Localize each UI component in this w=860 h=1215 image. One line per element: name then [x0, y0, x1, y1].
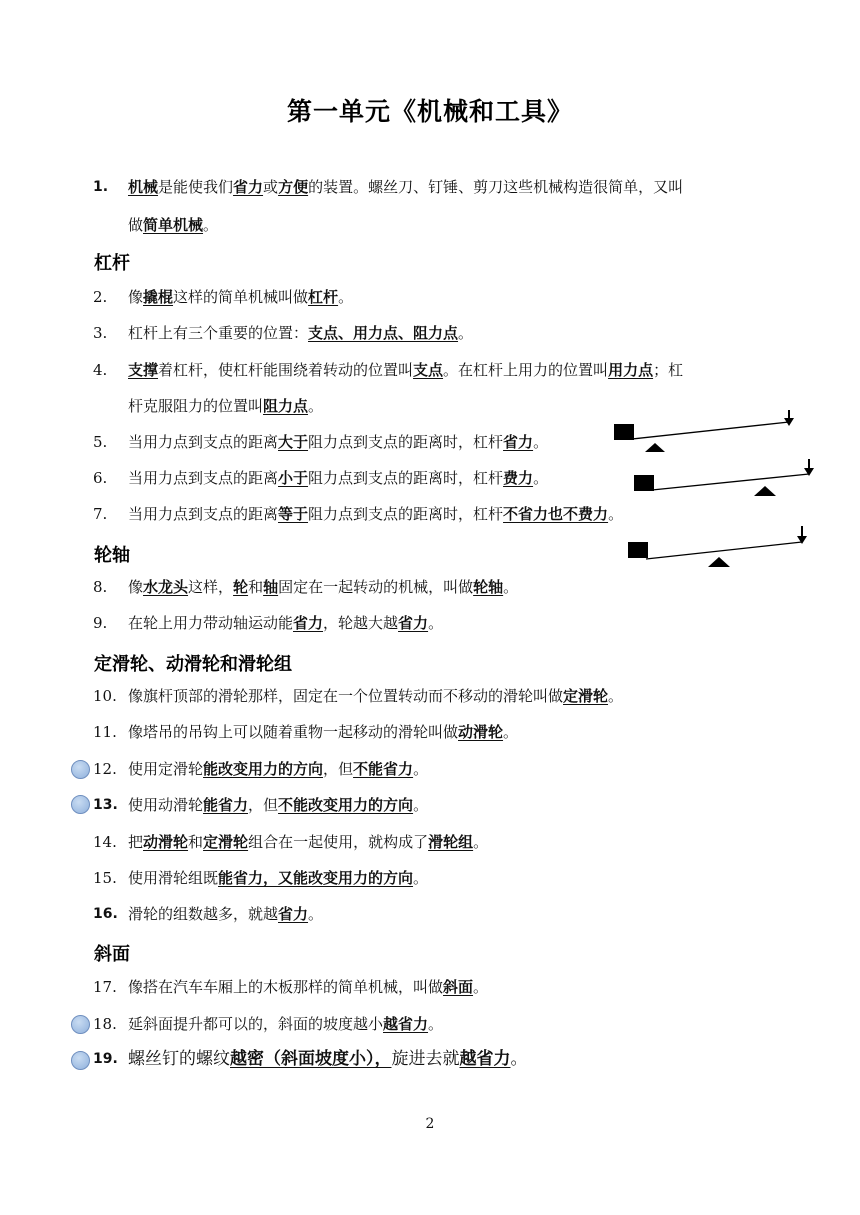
text-segment: 像搭在汽车车厢上的木板那样的简单机械，叫做: [128, 978, 444, 996]
item-text: [128, 1014, 443, 1034]
text-segment: 当用力点到支点的距离: [128, 469, 279, 487]
text-segment: 。: [458, 324, 474, 342]
item-text: [128, 1049, 528, 1069]
key-term: 轴: [263, 578, 279, 596]
item-text: [128, 977, 488, 997]
text-segment: 使用定滑轮: [128, 760, 204, 778]
item-text: [128, 360, 683, 380]
bullet-marker-icon: [71, 760, 90, 779]
text-segment: 。: [503, 578, 519, 596]
text-segment: 。: [533, 433, 549, 451]
lever-diagram-force-saving: [612, 405, 802, 455]
key-term: 斜面: [443, 978, 474, 996]
key-term: 定滑轮: [203, 833, 249, 851]
item-number: 1.: [93, 179, 109, 195]
key-term: 能省力，又能改变用力的方向: [218, 869, 414, 887]
text-segment: 使用动滑轮: [128, 796, 204, 814]
item-number: 14.: [93, 833, 117, 851]
key-term: 阻力点: [263, 397, 309, 415]
text-segment: 是能使我们: [158, 178, 234, 196]
key-term: 省力: [293, 614, 324, 632]
item-number: 17.: [93, 978, 117, 996]
text-segment: 。: [413, 796, 429, 814]
key-term: 动滑轮: [458, 723, 504, 741]
text-segment: 像: [128, 578, 144, 596]
item-number: 11.: [93, 723, 117, 741]
text-segment: 像: [128, 288, 144, 306]
key-term: 支撑: [128, 361, 159, 379]
text-segment: 在轮上用力带动轴运动能: [128, 614, 294, 632]
item-text: [128, 504, 623, 524]
key-term: 滑轮组: [428, 833, 474, 851]
key-term: 不能改变用力的方向: [278, 796, 414, 814]
key-term: 方便: [278, 178, 309, 196]
text-segment: 或: [263, 178, 279, 196]
item-4-continuation: [128, 396, 323, 416]
text-segment: 。在杠杆上用力的位置叫: [443, 361, 609, 379]
key-term: 水龙头: [143, 578, 189, 596]
key-term: 轮: [233, 578, 249, 596]
text-segment: 这样，: [188, 578, 234, 596]
item-number: 9.: [93, 614, 108, 632]
text-segment: 。: [510, 1049, 528, 1069]
text-segment: 。: [428, 1015, 444, 1033]
text-segment: ；杠: [653, 361, 684, 379]
text-segment: 。: [503, 723, 519, 741]
key-term: 不省力也不费力: [503, 505, 609, 523]
text-segment: 。: [308, 397, 324, 415]
item-number: 4.: [93, 361, 108, 379]
text-segment: 和: [188, 833, 204, 851]
text-segment: 做: [128, 216, 144, 234]
text-segment: 杠杆上有三个重要的位置：: [128, 324, 309, 342]
key-term: 定滑轮: [563, 687, 609, 705]
section-heading-incline: 斜面: [94, 944, 130, 965]
lever-diagram-effort-costing: [632, 455, 822, 505]
section-heading-wheel-axle: 轮轴: [94, 545, 130, 566]
bullet-marker-icon: [71, 795, 90, 814]
text-segment: 当用力点到支点的距离: [128, 505, 279, 523]
key-term: 能省力: [203, 796, 249, 814]
text-segment: ，但: [323, 760, 354, 778]
key-term: 省力: [278, 905, 309, 923]
item-text: [128, 432, 548, 452]
key-term: 省力: [503, 433, 534, 451]
key-term: 等于: [278, 505, 309, 523]
text-segment: 阻力点到支点的距离时，杠杆: [308, 433, 504, 451]
item-text: [128, 868, 428, 888]
text-segment: 。: [413, 760, 429, 778]
text-segment: 。: [473, 978, 489, 996]
item-number: 18.: [93, 1015, 117, 1033]
key-term: 用力点: [608, 361, 654, 379]
key-term: 省力: [233, 178, 264, 196]
text-segment: ，轮越大越: [323, 614, 399, 632]
text-segment: 的装置。螺丝刀、钉锤、剪刀这些机械构造很简单，又叫: [308, 178, 684, 196]
page-number: 2: [425, 1116, 435, 1132]
text-segment: 着杠杆，使杠杆能围绕着转动的位置叫: [158, 361, 414, 379]
item-number: 7.: [93, 505, 108, 523]
text-segment: 像塔吊的吊钩上可以随着重物一起移动的滑轮叫做: [128, 723, 459, 741]
section-heading-lever: 杠杆: [94, 253, 130, 274]
key-term: 机械: [128, 178, 159, 196]
text-segment: 旋进去就: [391, 1049, 460, 1069]
key-term: 能改变用力的方向: [203, 760, 324, 778]
text-segment: 把: [128, 833, 144, 851]
page-title: 第一单元《机械和工具》: [286, 97, 573, 126]
item-number: 12.: [93, 760, 117, 778]
text-segment: 。: [608, 687, 624, 705]
text-segment: 阻力点到支点的距离时，杠杆: [308, 505, 504, 523]
item-text: [128, 177, 683, 197]
item-number: 3.: [93, 324, 108, 342]
item-text: [128, 722, 518, 742]
item-text: [128, 323, 473, 343]
item-text: [128, 613, 443, 633]
item-text: [128, 832, 488, 852]
item-text: [128, 904, 323, 924]
text-segment: 。: [473, 833, 489, 851]
key-term: 轮轴: [473, 578, 504, 596]
text-segment: 螺丝钉的螺纹: [128, 1049, 230, 1069]
item-number: 16.: [93, 906, 118, 922]
section-heading-pulley: 定滑轮、动滑轮和滑轮组: [94, 654, 292, 675]
text-segment: 。: [428, 614, 444, 632]
item-text: [128, 468, 548, 488]
text-segment: 像旗杆顶部的滑轮那样，固定在一个位置转动而不移动的滑轮叫做: [128, 687, 564, 705]
text-segment: 。: [608, 505, 624, 523]
text-segment: 组合在一起使用，就构成了: [248, 833, 429, 851]
item-text: [128, 686, 623, 706]
text-segment: 这样的简单机械叫做: [173, 288, 309, 306]
key-term: 越省力: [383, 1015, 429, 1033]
text-segment: 阻力点到支点的距离时，杠杆: [308, 469, 504, 487]
item-number: 15.: [93, 869, 117, 887]
text-segment: 。: [308, 905, 324, 923]
text-segment: 和: [248, 578, 264, 596]
text-segment: 延斜面提升都可以的，斜面的坡度越小: [128, 1015, 384, 1033]
key-term: 越密（斜面坡度小），: [230, 1049, 392, 1069]
item-number: 13.: [93, 797, 118, 813]
item-text: [128, 795, 428, 815]
text-segment: 。: [533, 469, 549, 487]
bullet-marker-icon: [71, 1015, 90, 1034]
lever-diagram-balanced: [626, 522, 816, 572]
key-term: 费力: [503, 469, 534, 487]
item-number: 10.: [93, 687, 117, 705]
item-number: 8.: [93, 578, 108, 596]
text-segment: 滑轮的组数越多，就越: [128, 905, 279, 923]
item-number: 19.: [93, 1051, 118, 1067]
key-term: 支点、用力点、阻力点: [308, 324, 459, 342]
key-term: 越省力: [459, 1049, 511, 1069]
text-segment: ，但: [248, 796, 279, 814]
key-term: 不能省力: [353, 760, 414, 778]
item-text: [128, 287, 353, 307]
key-term: 大于: [278, 433, 309, 451]
bullet-marker-icon: [71, 1051, 90, 1070]
item-number: 2.: [93, 288, 108, 306]
text-segment: 固定在一起转动的机械，叫做: [278, 578, 474, 596]
text-segment: 当用力点到支点的距离: [128, 433, 279, 451]
key-term: 小于: [278, 469, 309, 487]
key-term: 支点: [413, 361, 444, 379]
text-segment: 。: [413, 869, 429, 887]
key-term: 省力: [398, 614, 429, 632]
key-term: 动滑轮: [143, 833, 189, 851]
item-number: 6.: [93, 469, 108, 487]
item-1-continuation: [128, 215, 218, 235]
text-segment: 杆克服阻力的位置叫: [128, 397, 264, 415]
item-text: [128, 577, 518, 597]
key-term: 杠杆: [308, 288, 339, 306]
text-segment: 。: [203, 216, 219, 234]
key-term: 简单机械: [143, 216, 204, 234]
text-segment: 使用滑轮组既: [128, 869, 219, 887]
item-number: 5.: [93, 433, 108, 451]
item-text: [128, 759, 428, 779]
key-term: 撬棍: [143, 288, 174, 306]
text-segment: 。: [338, 288, 354, 306]
